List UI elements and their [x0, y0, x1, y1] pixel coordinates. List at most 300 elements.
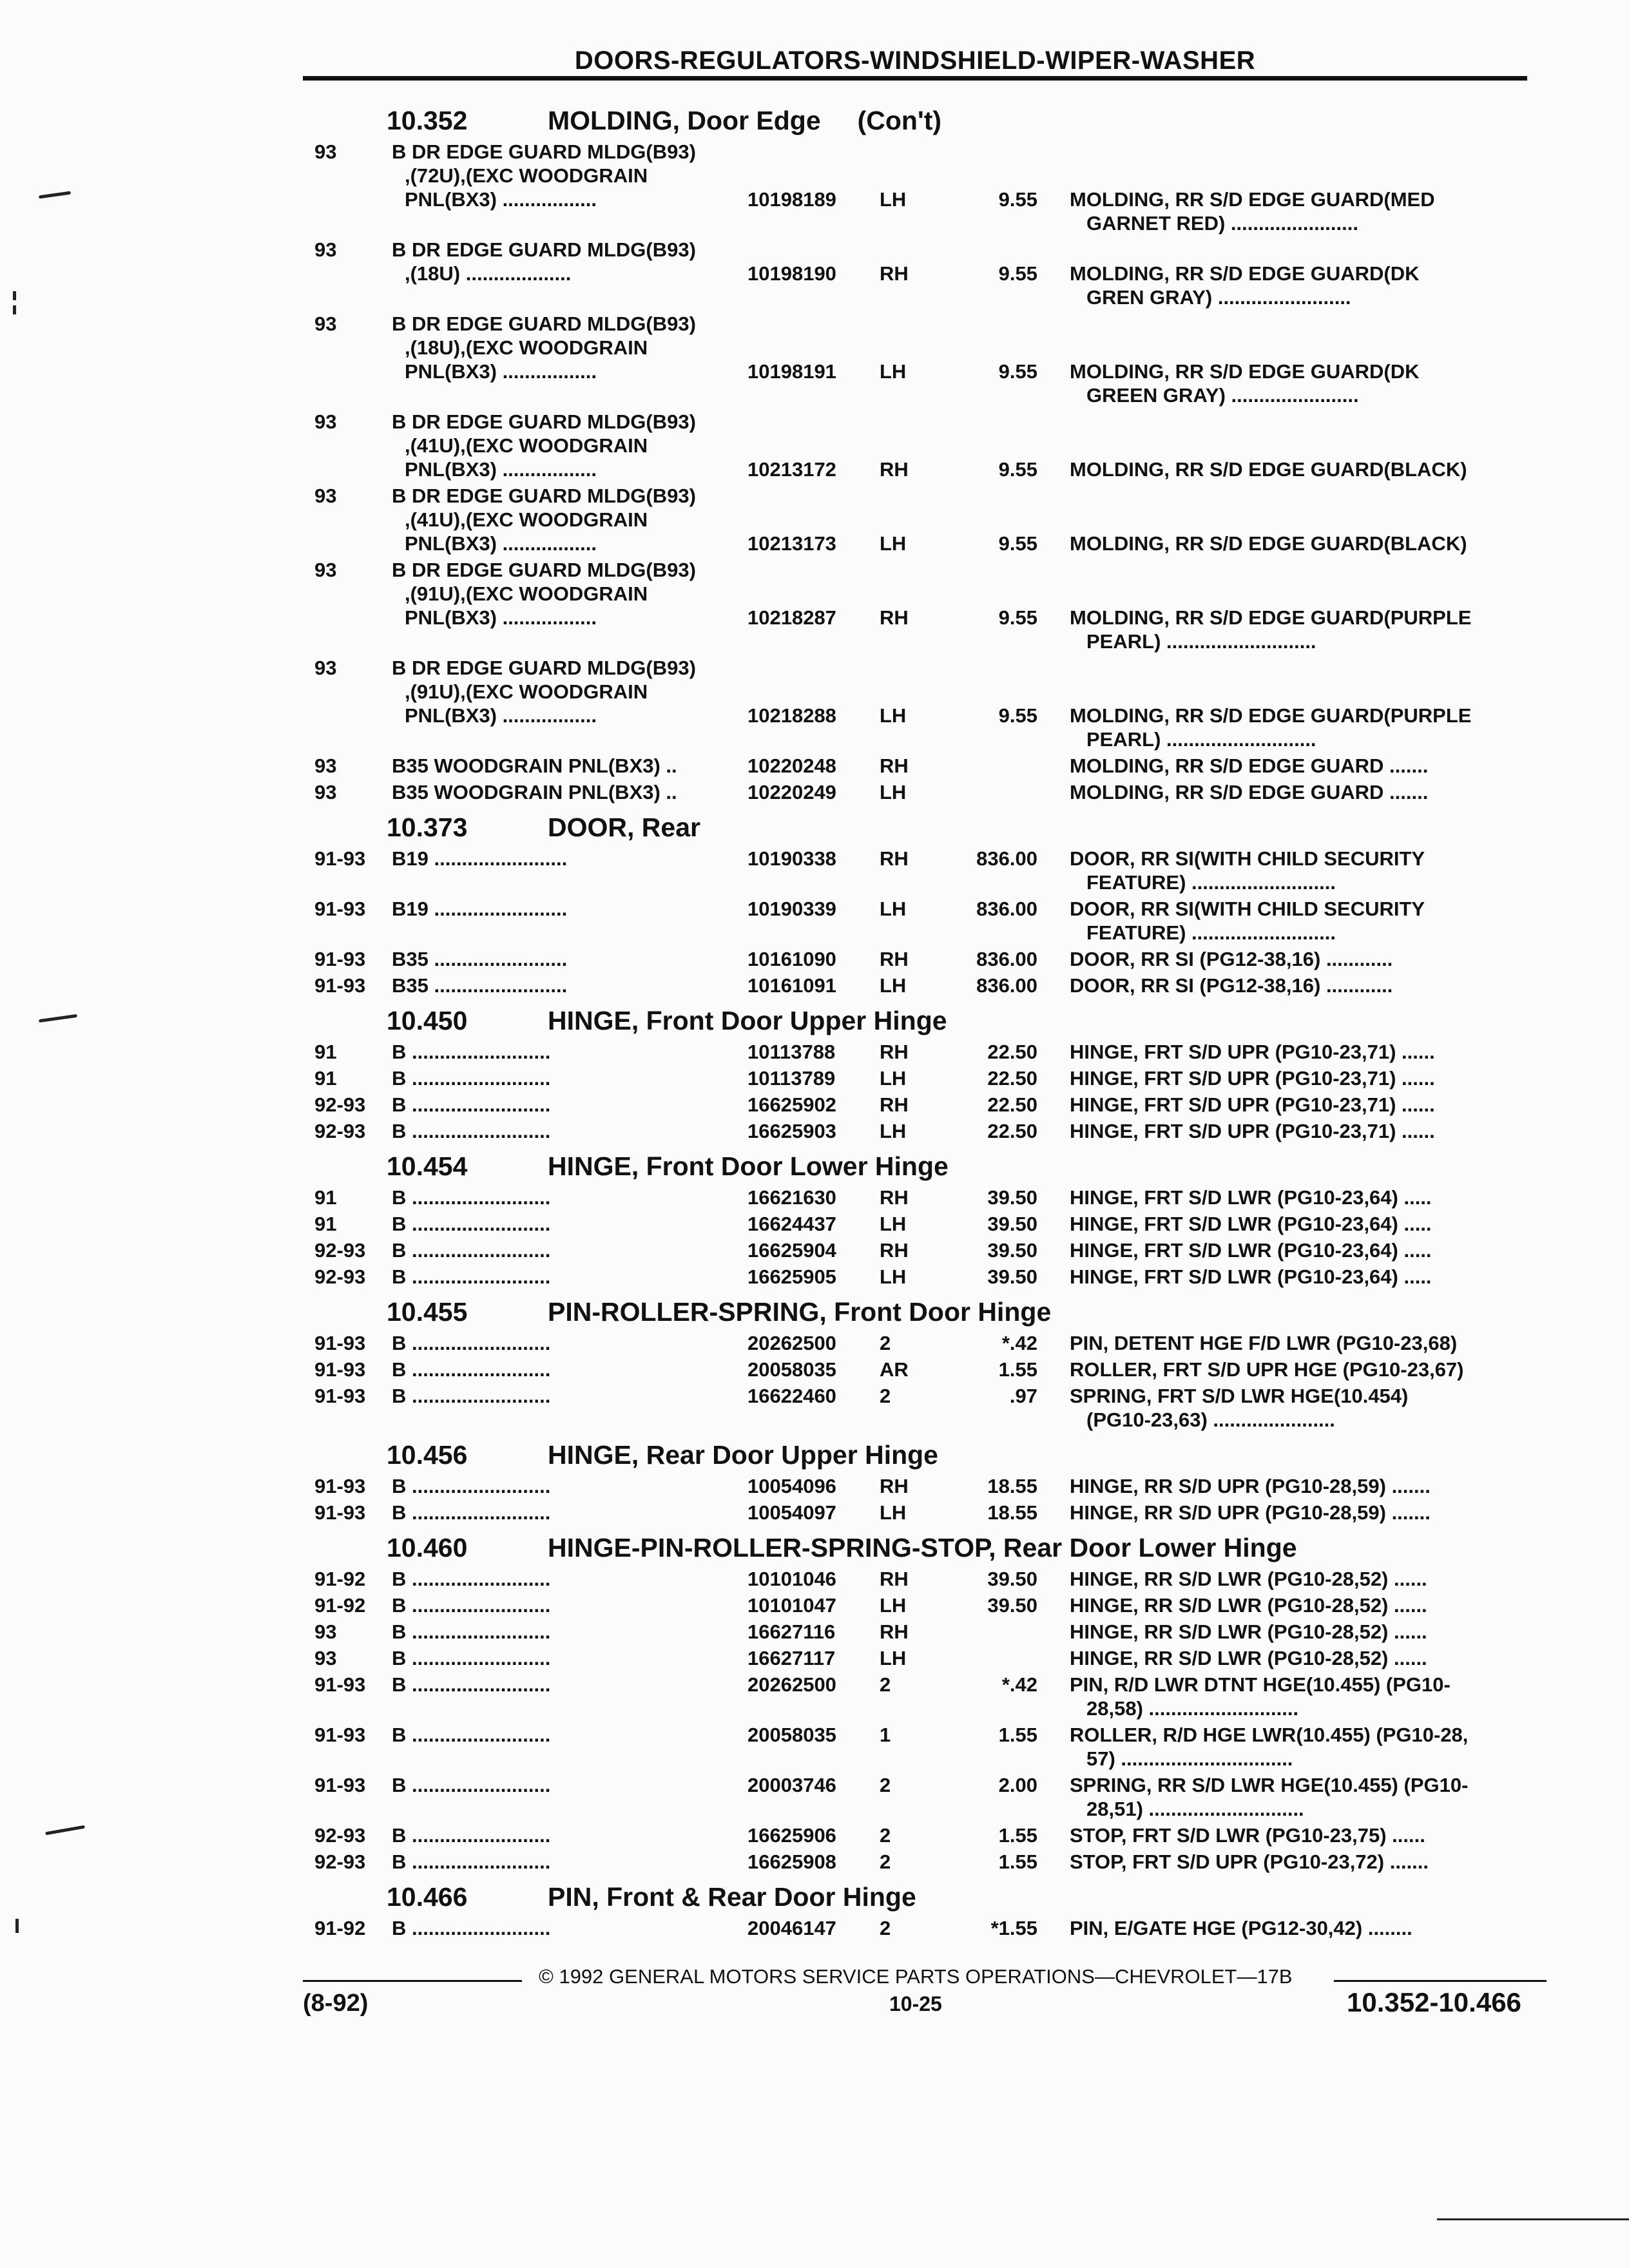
section-name: HINGE, Front Door Upper Hinge	[548, 1006, 947, 1035]
parts-row	[309, 1850, 1547, 1876]
model-year: 93	[314, 140, 337, 163]
model-year: 92-93	[314, 1265, 366, 1288]
part-number: 10220248	[747, 754, 836, 777]
part-number: 10190338	[747, 847, 836, 870]
part-description	[1070, 1358, 1547, 1381]
usage-description	[392, 1066, 714, 1090]
footer-date: (8-92)	[303, 1990, 369, 2017]
model-year: 93	[314, 657, 337, 679]
usage-description	[392, 1567, 714, 1591]
part-description	[1070, 1646, 1547, 1670]
model-year: 91-93	[314, 1774, 366, 1796]
price: *.42	[1001, 1673, 1037, 1696]
usage-description	[392, 1773, 714, 1797]
part-description	[1070, 1567, 1547, 1591]
usage-line: B .........................	[392, 1093, 551, 1116]
part-description	[1070, 1916, 1547, 1940]
part-description	[1070, 1593, 1547, 1617]
usage-line: B .........................	[392, 1475, 551, 1497]
model-year: 91-93	[314, 948, 366, 970]
model-year: 91-93	[314, 974, 366, 997]
part-description-line: HINGE, FRT S/D UPR (PG10-23,71) ......	[1070, 1120, 1435, 1142]
usage-line: B35 ........................	[392, 948, 568, 970]
usage-description	[392, 1723, 714, 1747]
price: 22.50	[987, 1093, 1037, 1116]
footer-copyright: © 1992 GENERAL MOTORS SERVICE PARTS OPERATIONS—CHEVROLET—17B	[539, 1965, 1293, 1988]
usage-line: B35 WOODGRAIN PNL(BX3) ..	[392, 781, 677, 803]
part-description	[1070, 1040, 1547, 1064]
usage-line: B .........................	[392, 1568, 551, 1590]
part-number: 20003746	[747, 1774, 836, 1796]
part-description	[1070, 1723, 1547, 1771]
price: 18.55	[987, 1501, 1037, 1524]
part-description-line: MOLDING, RR S/D EDGE GUARD .......	[1070, 754, 1429, 777]
price: 22.50	[987, 1067, 1037, 1090]
part-description-line: 57) ...............................	[1086, 1747, 1293, 1770]
part-number: 10161091	[747, 974, 836, 997]
part-description	[1070, 1238, 1547, 1262]
model-year: 92-93	[314, 1093, 366, 1116]
part-description-line: 28,51) ............................	[1086, 1798, 1304, 1820]
quantity: RH	[880, 754, 909, 777]
part-description	[1070, 1186, 1547, 1209]
part-description-line: SPRING, FRT S/D LWR HGE(10.454)	[1070, 1385, 1409, 1407]
part-description-line: DOOR, RR SI (PG12-38,16) ............	[1070, 974, 1393, 997]
scan-mark	[45, 1825, 85, 1836]
model-year: 91-93	[314, 1501, 366, 1524]
part-description-line: 28,58) ...........................	[1086, 1697, 1299, 1720]
part-description	[1070, 1093, 1547, 1117]
parts-row	[309, 780, 1547, 807]
usage-description	[392, 1186, 714, 1209]
price: 9.55	[998, 262, 1037, 285]
part-description-line: DOOR, RR SI (PG12-38,16) ............	[1070, 948, 1393, 970]
usage-line: B DR EDGE GUARD MLDG(B93)	[392, 312, 696, 335]
usage-description	[392, 754, 714, 778]
section-name: HINGE, Front Door Lower Hinge	[548, 1151, 949, 1181]
price: .97	[1009, 1385, 1037, 1407]
part-description-line: PIN, E/GATE HGE (PG12-30,42) ........	[1070, 1917, 1412, 1939]
price: 1.55	[998, 1358, 1037, 1381]
price: 9.55	[998, 704, 1037, 727]
section-title	[309, 1291, 1547, 1331]
price: *.42	[1001, 1332, 1037, 1354]
scan-mark	[15, 1919, 19, 1933]
model-year: 93	[314, 485, 337, 507]
section-title	[309, 1527, 1547, 1567]
usage-description	[392, 140, 714, 211]
quantity: RH	[880, 1568, 909, 1590]
footer-section-range: 10.352-10.466	[1347, 1987, 1521, 2017]
part-description	[1070, 1066, 1547, 1090]
part-number: 16625904	[747, 1239, 836, 1262]
parts-row	[309, 1331, 1547, 1358]
bottom-edge-rule	[1437, 2218, 1629, 2220]
price: 39.50	[987, 1568, 1037, 1590]
price: 39.50	[987, 1594, 1037, 1617]
model-year: 93	[314, 781, 337, 803]
section-number: 10.373	[387, 812, 468, 842]
section-title	[309, 1146, 1547, 1186]
usage-line: ,(41U),(EXC WOODGRAIN	[405, 508, 648, 531]
usage-line: ,(18U),(EXC WOODGRAIN	[405, 336, 648, 359]
quantity: LH	[880, 1594, 907, 1617]
usage-line: ,(91U),(EXC WOODGRAIN	[405, 582, 648, 605]
quantity: LH	[880, 898, 907, 920]
usage-description	[392, 312, 714, 383]
price: 1.55	[998, 1724, 1037, 1746]
catalog-section	[309, 1876, 1547, 1943]
parts-row	[309, 1593, 1547, 1620]
usage-description	[392, 1265, 714, 1289]
part-description	[1070, 1620, 1547, 1644]
usage-line: B .........................	[392, 1673, 551, 1696]
price: 9.55	[998, 360, 1037, 383]
usage-description	[392, 1593, 714, 1617]
model-year: 91	[314, 1213, 337, 1235]
part-description-line: FEATURE) ..........................	[1086, 921, 1336, 944]
part-description	[1070, 1474, 1547, 1498]
catalog-section	[309, 100, 1547, 807]
section-title	[309, 1434, 1547, 1474]
part-description-line: DOOR, RR SI(WITH CHILD SECURITY	[1070, 847, 1425, 870]
usage-description	[392, 484, 714, 555]
model-year: 93	[314, 1647, 337, 1669]
quantity: 2	[880, 1774, 891, 1796]
model-year: 91-92	[314, 1568, 366, 1590]
scan-mark	[39, 191, 71, 199]
section-title	[309, 1876, 1547, 1916]
quantity: LH	[880, 532, 907, 555]
quantity: 2	[880, 1824, 891, 1847]
model-year: 91-93	[314, 1724, 366, 1746]
model-year: 91-93	[314, 1385, 366, 1407]
parts-row	[309, 1238, 1547, 1265]
model-year: 92-93	[314, 1120, 366, 1142]
quantity: LH	[880, 360, 907, 383]
usage-line: ,(41U),(EXC WOODGRAIN	[405, 434, 648, 457]
parts-row	[309, 1620, 1547, 1646]
part-description	[1070, 457, 1547, 481]
price: 2.00	[998, 1774, 1037, 1796]
part-description	[1070, 1331, 1547, 1355]
part-description	[1070, 1119, 1547, 1143]
usage-line: B DR EDGE GUARD MLDG(B93)	[392, 485, 696, 507]
part-description	[1070, 187, 1547, 235]
quantity: AR	[880, 1358, 909, 1381]
usage-line: B .........................	[392, 1724, 551, 1746]
quantity: RH	[880, 1093, 909, 1116]
model-year: 91	[314, 1186, 337, 1209]
part-description-line: HINGE, RR S/D UPR (PG10-28,59) .......	[1070, 1475, 1431, 1497]
parts-row	[309, 558, 1547, 656]
part-number: 10198190	[747, 262, 836, 285]
part-description-line: DOOR, RR SI(WITH CHILD SECURITY	[1070, 898, 1425, 920]
catalog-section	[309, 1291, 1547, 1434]
parts-row	[309, 1066, 1547, 1093]
quantity: RH	[880, 948, 909, 970]
parts-row	[309, 1646, 1547, 1673]
quantity: LH	[880, 1067, 907, 1090]
usage-description	[392, 238, 714, 285]
price: 1.55	[998, 1824, 1037, 1847]
part-number: 10113789	[747, 1067, 836, 1090]
parts-row	[309, 1265, 1547, 1291]
quantity: RH	[880, 262, 909, 285]
part-description-line: HINGE, FRT S/D UPR (PG10-23,71) ......	[1070, 1093, 1435, 1116]
usage-description	[392, 780, 714, 804]
model-year: 93	[314, 559, 337, 581]
part-number: 10213173	[747, 532, 836, 555]
price: 836.00	[976, 974, 1037, 997]
part-description	[1070, 606, 1547, 653]
usage-description	[392, 410, 714, 481]
price: 1.55	[998, 1850, 1037, 1873]
quantity: LH	[880, 188, 907, 211]
part-description-line: MOLDING, RR S/D EDGE GUARD(BLACK)	[1070, 532, 1467, 555]
part-description-line: MOLDING, RR S/D EDGE GUARD(BLACK)	[1070, 458, 1467, 481]
model-year: 93	[314, 238, 337, 261]
usage-description	[392, 897, 714, 921]
parts-row	[309, 312, 1547, 410]
parts-row	[309, 1093, 1547, 1119]
price: 9.55	[998, 188, 1037, 211]
section-number: 10.450	[387, 1006, 468, 1035]
part-number: 10101047	[747, 1594, 836, 1617]
quantity: LH	[880, 781, 907, 803]
usage-line: B DR EDGE GUARD MLDG(B93)	[392, 238, 696, 261]
part-number: 16625905	[747, 1265, 836, 1288]
part-description	[1070, 360, 1547, 407]
catalog-section	[309, 1434, 1547, 1527]
part-number: 10213172	[747, 458, 836, 481]
usage-line: PNL(BX3) .................	[405, 360, 597, 383]
usage-description	[392, 1331, 714, 1355]
parts-row	[309, 238, 1547, 312]
parts-row	[309, 1673, 1547, 1723]
usage-description	[392, 1620, 714, 1644]
usage-line: B .........................	[392, 1358, 551, 1381]
part-description-line: MOLDING, RR S/D EDGE GUARD(MED	[1070, 188, 1435, 211]
usage-line: PNL(BX3) .................	[405, 532, 597, 555]
section-name: MOLDING, Door Edge (Con't)	[548, 106, 942, 135]
part-number: 10218288	[747, 704, 836, 727]
section-number: 10.352	[387, 106, 468, 135]
part-description	[1070, 1384, 1547, 1432]
parts-row	[309, 897, 1547, 947]
part-number: 20046147	[747, 1917, 836, 1939]
usage-line: B .........................	[392, 1213, 551, 1235]
part-number: 16621630	[747, 1186, 836, 1209]
part-number: 10220249	[747, 781, 836, 803]
quantity: 2	[880, 1332, 891, 1354]
quantity: LH	[880, 1265, 907, 1288]
usage-line: B .........................	[392, 1850, 551, 1873]
usage-line: B DR EDGE GUARD MLDG(B93)	[392, 140, 696, 163]
section-number: 10.455	[387, 1297, 468, 1327]
part-number: 10113788	[747, 1041, 836, 1063]
section-title	[309, 1000, 1547, 1040]
model-year: 92-93	[314, 1239, 366, 1262]
quantity: RH	[880, 1186, 909, 1209]
quantity: 2	[880, 1917, 891, 1939]
model-year: 93	[314, 410, 337, 433]
part-description-line: PIN, DETENT HGE F/D LWR (PG10-23,68)	[1070, 1332, 1458, 1354]
price: 22.50	[987, 1120, 1037, 1142]
usage-line: B .........................	[392, 1824, 551, 1847]
usage-description	[392, 1673, 714, 1696]
part-number: 10198189	[747, 188, 836, 211]
part-description-line: MOLDING, RR S/D EDGE GUARD(PURPLE	[1070, 704, 1472, 727]
price: 18.55	[987, 1475, 1037, 1497]
part-description-line: HINGE, FRT S/D UPR (PG10-23,71) ......	[1070, 1041, 1435, 1063]
usage-description	[392, 1040, 714, 1064]
part-number: 20262500	[747, 1332, 836, 1354]
quantity: RH	[880, 1239, 909, 1262]
header-rule	[303, 76, 1527, 81]
catalog-section	[309, 1000, 1547, 1146]
quantity: LH	[880, 1647, 907, 1669]
parts-row	[309, 1212, 1547, 1238]
parts-row	[309, 1474, 1547, 1501]
usage-description	[392, 1850, 714, 1874]
section-name: PIN, Front & Rear Door Hinge	[548, 1882, 916, 1912]
model-year: 93	[314, 312, 337, 335]
parts-row	[309, 1119, 1547, 1146]
part-number: 10161090	[747, 948, 836, 970]
price: 9.55	[998, 606, 1037, 629]
usage-line: B .........................	[392, 1041, 551, 1063]
price: 9.55	[998, 458, 1037, 481]
parts-row	[309, 1567, 1547, 1593]
usage-line: B .........................	[392, 1239, 551, 1262]
usage-description	[392, 847, 714, 870]
model-year: 92-93	[314, 1824, 366, 1847]
quantity: 2	[880, 1673, 891, 1696]
price: 39.50	[987, 1213, 1037, 1235]
usage-line: B .........................	[392, 1774, 551, 1796]
price: 836.00	[976, 948, 1037, 970]
part-description	[1070, 1501, 1547, 1524]
quantity: LH	[880, 974, 907, 997]
usage-line: B .........................	[392, 1120, 551, 1142]
part-description-line: HINGE, RR S/D UPR (PG10-28,59) .......	[1070, 1501, 1431, 1524]
section-name: DOOR, Rear	[548, 812, 700, 842]
model-year: 92-93	[314, 1850, 366, 1873]
usage-description	[392, 1646, 714, 1670]
part-number: 10190339	[747, 898, 836, 920]
part-number: 20058035	[747, 1358, 836, 1381]
part-number: 10198191	[747, 360, 836, 383]
part-description	[1070, 1823, 1547, 1847]
part-description-line: FEATURE) ..........................	[1086, 871, 1336, 894]
quantity: LH	[880, 704, 907, 727]
parts-row	[309, 1040, 1547, 1066]
part-description-line: HINGE, RR S/D LWR (PG10-28,52) ......	[1070, 1568, 1427, 1590]
model-year: 91-93	[314, 1358, 366, 1381]
section-number: 10.466	[387, 1882, 468, 1912]
part-description-line: HINGE, FRT S/D LWR (PG10-23,64) .....	[1070, 1239, 1432, 1262]
usage-description	[392, 1474, 714, 1498]
model-year: 91-92	[314, 1917, 366, 1939]
usage-description	[392, 1358, 714, 1381]
part-description	[1070, 532, 1547, 555]
parts-row	[309, 1501, 1547, 1527]
part-description-line: HINGE, FRT S/D LWR (PG10-23,64) .....	[1070, 1213, 1432, 1235]
price: *1.55	[990, 1917, 1037, 1939]
usage-line: B .........................	[392, 1385, 551, 1407]
footer-rule-left	[303, 1980, 522, 1982]
usage-line: B .........................	[392, 1620, 551, 1643]
usage-description	[392, 1212, 714, 1236]
usage-line: PNL(BX3) .................	[405, 458, 597, 481]
part-description-line: HINGE, FRT S/D LWR (PG10-23,64) .....	[1070, 1186, 1432, 1209]
usage-line: PNL(BX3) .................	[405, 704, 597, 727]
usage-line: B .........................	[392, 1186, 551, 1209]
parts-row	[309, 1823, 1547, 1850]
part-number: 16622460	[747, 1385, 836, 1407]
model-year: 91-93	[314, 898, 366, 920]
part-description-line: PEARL) ...........................	[1086, 630, 1316, 653]
usage-description	[392, 974, 714, 997]
price: 39.50	[987, 1265, 1037, 1288]
price: 39.50	[987, 1186, 1037, 1209]
usage-line: B DR EDGE GUARD MLDG(B93)	[392, 410, 696, 433]
part-description-line: PIN, R/D LWR DTNT HGE(10.455) (PG10-	[1070, 1673, 1451, 1696]
part-description	[1070, 1673, 1547, 1720]
quantity: RH	[880, 606, 909, 629]
part-description-line: STOP, FRT S/D LWR (PG10-23,75) ......	[1070, 1824, 1425, 1847]
part-description-line: MOLDING, RR S/D EDGE GUARD(PURPLE	[1070, 606, 1472, 629]
section-title	[309, 807, 1547, 847]
part-description	[1070, 897, 1547, 945]
section-name: HINGE, Rear Door Upper Hinge	[548, 1440, 938, 1470]
usage-line: B35 ........................	[392, 974, 568, 997]
part-description-line: (PG10-23,63) ......................	[1086, 1408, 1335, 1431]
model-year: 91-93	[314, 1475, 366, 1497]
section-name: PIN-ROLLER-SPRING, Front Door Hinge	[548, 1297, 1052, 1327]
model-year: 91-93	[314, 847, 366, 870]
part-description-line: HINGE, RR S/D LWR (PG10-28,52) ......	[1070, 1620, 1427, 1643]
usage-line: B .........................	[392, 1594, 551, 1617]
price: 836.00	[976, 847, 1037, 870]
quantity: RH	[880, 1620, 909, 1643]
usage-line: B DR EDGE GUARD MLDG(B93)	[392, 559, 696, 581]
scan-mark	[13, 291, 16, 300]
part-description	[1070, 780, 1547, 804]
section-number: 10.454	[387, 1151, 468, 1181]
usage-description	[392, 1119, 714, 1143]
model-year: 93	[314, 1620, 337, 1643]
part-description	[1070, 704, 1547, 751]
page-header-title: DOORS-REGULATORS-WINDSHIELD-WIPER-WASHER	[574, 46, 1256, 75]
part-number: 16625906	[747, 1824, 836, 1847]
price: 836.00	[976, 898, 1037, 920]
quantity: LH	[880, 1120, 907, 1142]
part-number: 20058035	[747, 1724, 836, 1746]
quantity: 2	[880, 1850, 891, 1873]
model-year: 91-93	[314, 1332, 366, 1354]
section-name: HINGE-PIN-ROLLER-SPRING-STOP, Rear Door Lower Hinge	[548, 1533, 1297, 1562]
part-description-line: PEARL) ...........................	[1086, 728, 1316, 751]
catalog-section	[309, 807, 1547, 1000]
parts-row	[309, 754, 1547, 780]
part-description-line: SPRING, RR S/D LWR HGE(10.455) (PG10-	[1070, 1774, 1469, 1796]
part-number: 20262500	[747, 1673, 836, 1696]
part-number: 16625903	[747, 1120, 836, 1142]
model-year: 91	[314, 1041, 337, 1063]
quantity: RH	[880, 458, 909, 481]
